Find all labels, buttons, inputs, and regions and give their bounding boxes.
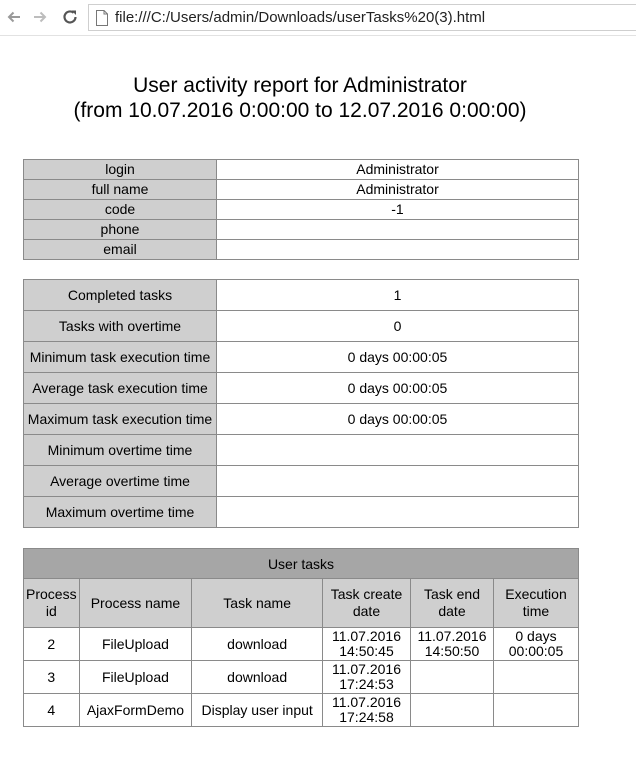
- arrow-right-icon: [31, 8, 49, 26]
- tasks-column-header: Task name: [192, 579, 323, 628]
- forward-button[interactable]: [30, 7, 50, 27]
- stats-row: [24, 311, 579, 342]
- table-cell: 11.07.2016 17:24:53: [323, 661, 411, 694]
- stats-row: [24, 373, 579, 404]
- tasks-column-header: Process name: [79, 579, 192, 628]
- stats-value: 0 days 00:00:05: [217, 373, 579, 404]
- tasks-column-header: Task end date: [410, 579, 493, 628]
- table-cell: AjaxFormDemo: [79, 694, 192, 727]
- tasks-column-header: Task create date: [323, 579, 411, 628]
- user-info-value: -1: [217, 200, 579, 220]
- stats-label: Average task execution time: [24, 373, 217, 404]
- table-cell: 2: [24, 628, 80, 661]
- stats-row: [24, 497, 579, 528]
- user-info-row: [24, 200, 579, 220]
- table-cell: [410, 661, 493, 694]
- table-cell: Display user input: [192, 694, 323, 727]
- stats-row: [24, 280, 579, 311]
- user-info-value: [217, 240, 579, 260]
- table-cell: 11.07.2016 14:50:50: [410, 628, 493, 661]
- user-info-label: email: [24, 240, 217, 260]
- user-info-label: full name: [24, 180, 217, 200]
- tasks-column-header: Execution time: [494, 579, 579, 628]
- table-cell: FileUpload: [79, 628, 192, 661]
- stats-value: 0 days 00:00:05: [217, 404, 579, 435]
- stats-value: 0 days 00:00:05: [217, 342, 579, 373]
- user-info-label: code: [24, 200, 217, 220]
- back-button[interactable]: [4, 7, 24, 27]
- page-icon: [95, 10, 109, 26]
- user-info-label: login: [24, 160, 217, 180]
- stats-label: Maximum overtime time: [24, 497, 217, 528]
- stats-label: Completed tasks: [24, 280, 217, 311]
- stats-label: Minimum task execution time: [24, 342, 217, 373]
- table-cell: 11.07.2016 14:50:45: [323, 628, 411, 661]
- table-cell: 3: [24, 661, 80, 694]
- stats-row: [24, 404, 579, 435]
- user-info-row: [24, 240, 579, 260]
- stats-row: [24, 435, 579, 466]
- reload-button[interactable]: [60, 7, 80, 27]
- stats-label: Minimum overtime time: [24, 435, 217, 466]
- stats-value: [217, 497, 579, 528]
- browser-toolbar: [0, 0, 636, 36]
- user-info-row: [24, 180, 579, 200]
- user-info-row: [24, 220, 579, 240]
- table-row: [24, 694, 579, 727]
- stats-table: [23, 279, 579, 528]
- stats-label: Maximum task execution time: [24, 404, 217, 435]
- user-tasks-caption: User tasks: [24, 549, 579, 579]
- user-info-row: [24, 160, 579, 180]
- stats-value: [217, 466, 579, 497]
- user-info-value: Administrator: [217, 160, 579, 180]
- user-info-value: Administrator: [217, 180, 579, 200]
- table-row: [24, 628, 579, 661]
- stats-row: [24, 466, 579, 497]
- report-title-line1: User activity report for Administrator: [133, 74, 467, 97]
- table-cell: [494, 694, 579, 727]
- stats-label: Average overtime time: [24, 466, 217, 497]
- table-cell: FileUpload: [79, 661, 192, 694]
- address-bar[interactable]: [88, 4, 636, 31]
- url-text[interactable]: file:///C:/Users/admin/Downloads/userTasks%20(3).html: [115, 9, 486, 26]
- stats-value: 0: [217, 311, 579, 342]
- user-info-label: phone: [24, 220, 217, 240]
- reload-icon: [61, 8, 79, 26]
- user-tasks-table: [23, 548, 579, 727]
- table-row: [24, 661, 579, 694]
- table-cell: download: [192, 661, 323, 694]
- table-cell: 4: [24, 694, 80, 727]
- user-info-value: [217, 220, 579, 240]
- report-title: [0, 73, 600, 123]
- stats-label: Tasks with overtime: [24, 311, 217, 342]
- table-cell: 11.07.2016 17:24:58: [323, 694, 411, 727]
- table-cell: [410, 694, 493, 727]
- table-cell: [494, 661, 579, 694]
- table-cell: 0 days 00:00:05: [494, 628, 579, 661]
- tasks-column-header: Process id: [24, 579, 80, 628]
- stats-value: 1: [217, 280, 579, 311]
- stats-row: [24, 342, 579, 373]
- user-info-table: [23, 159, 579, 260]
- report-title-line2: (from 10.07.2016 0:00:00 to 12.07.2016 0:00:00): [73, 99, 527, 122]
- stats-value: [217, 435, 579, 466]
- table-cell: download: [192, 628, 323, 661]
- arrow-left-icon: [5, 8, 23, 26]
